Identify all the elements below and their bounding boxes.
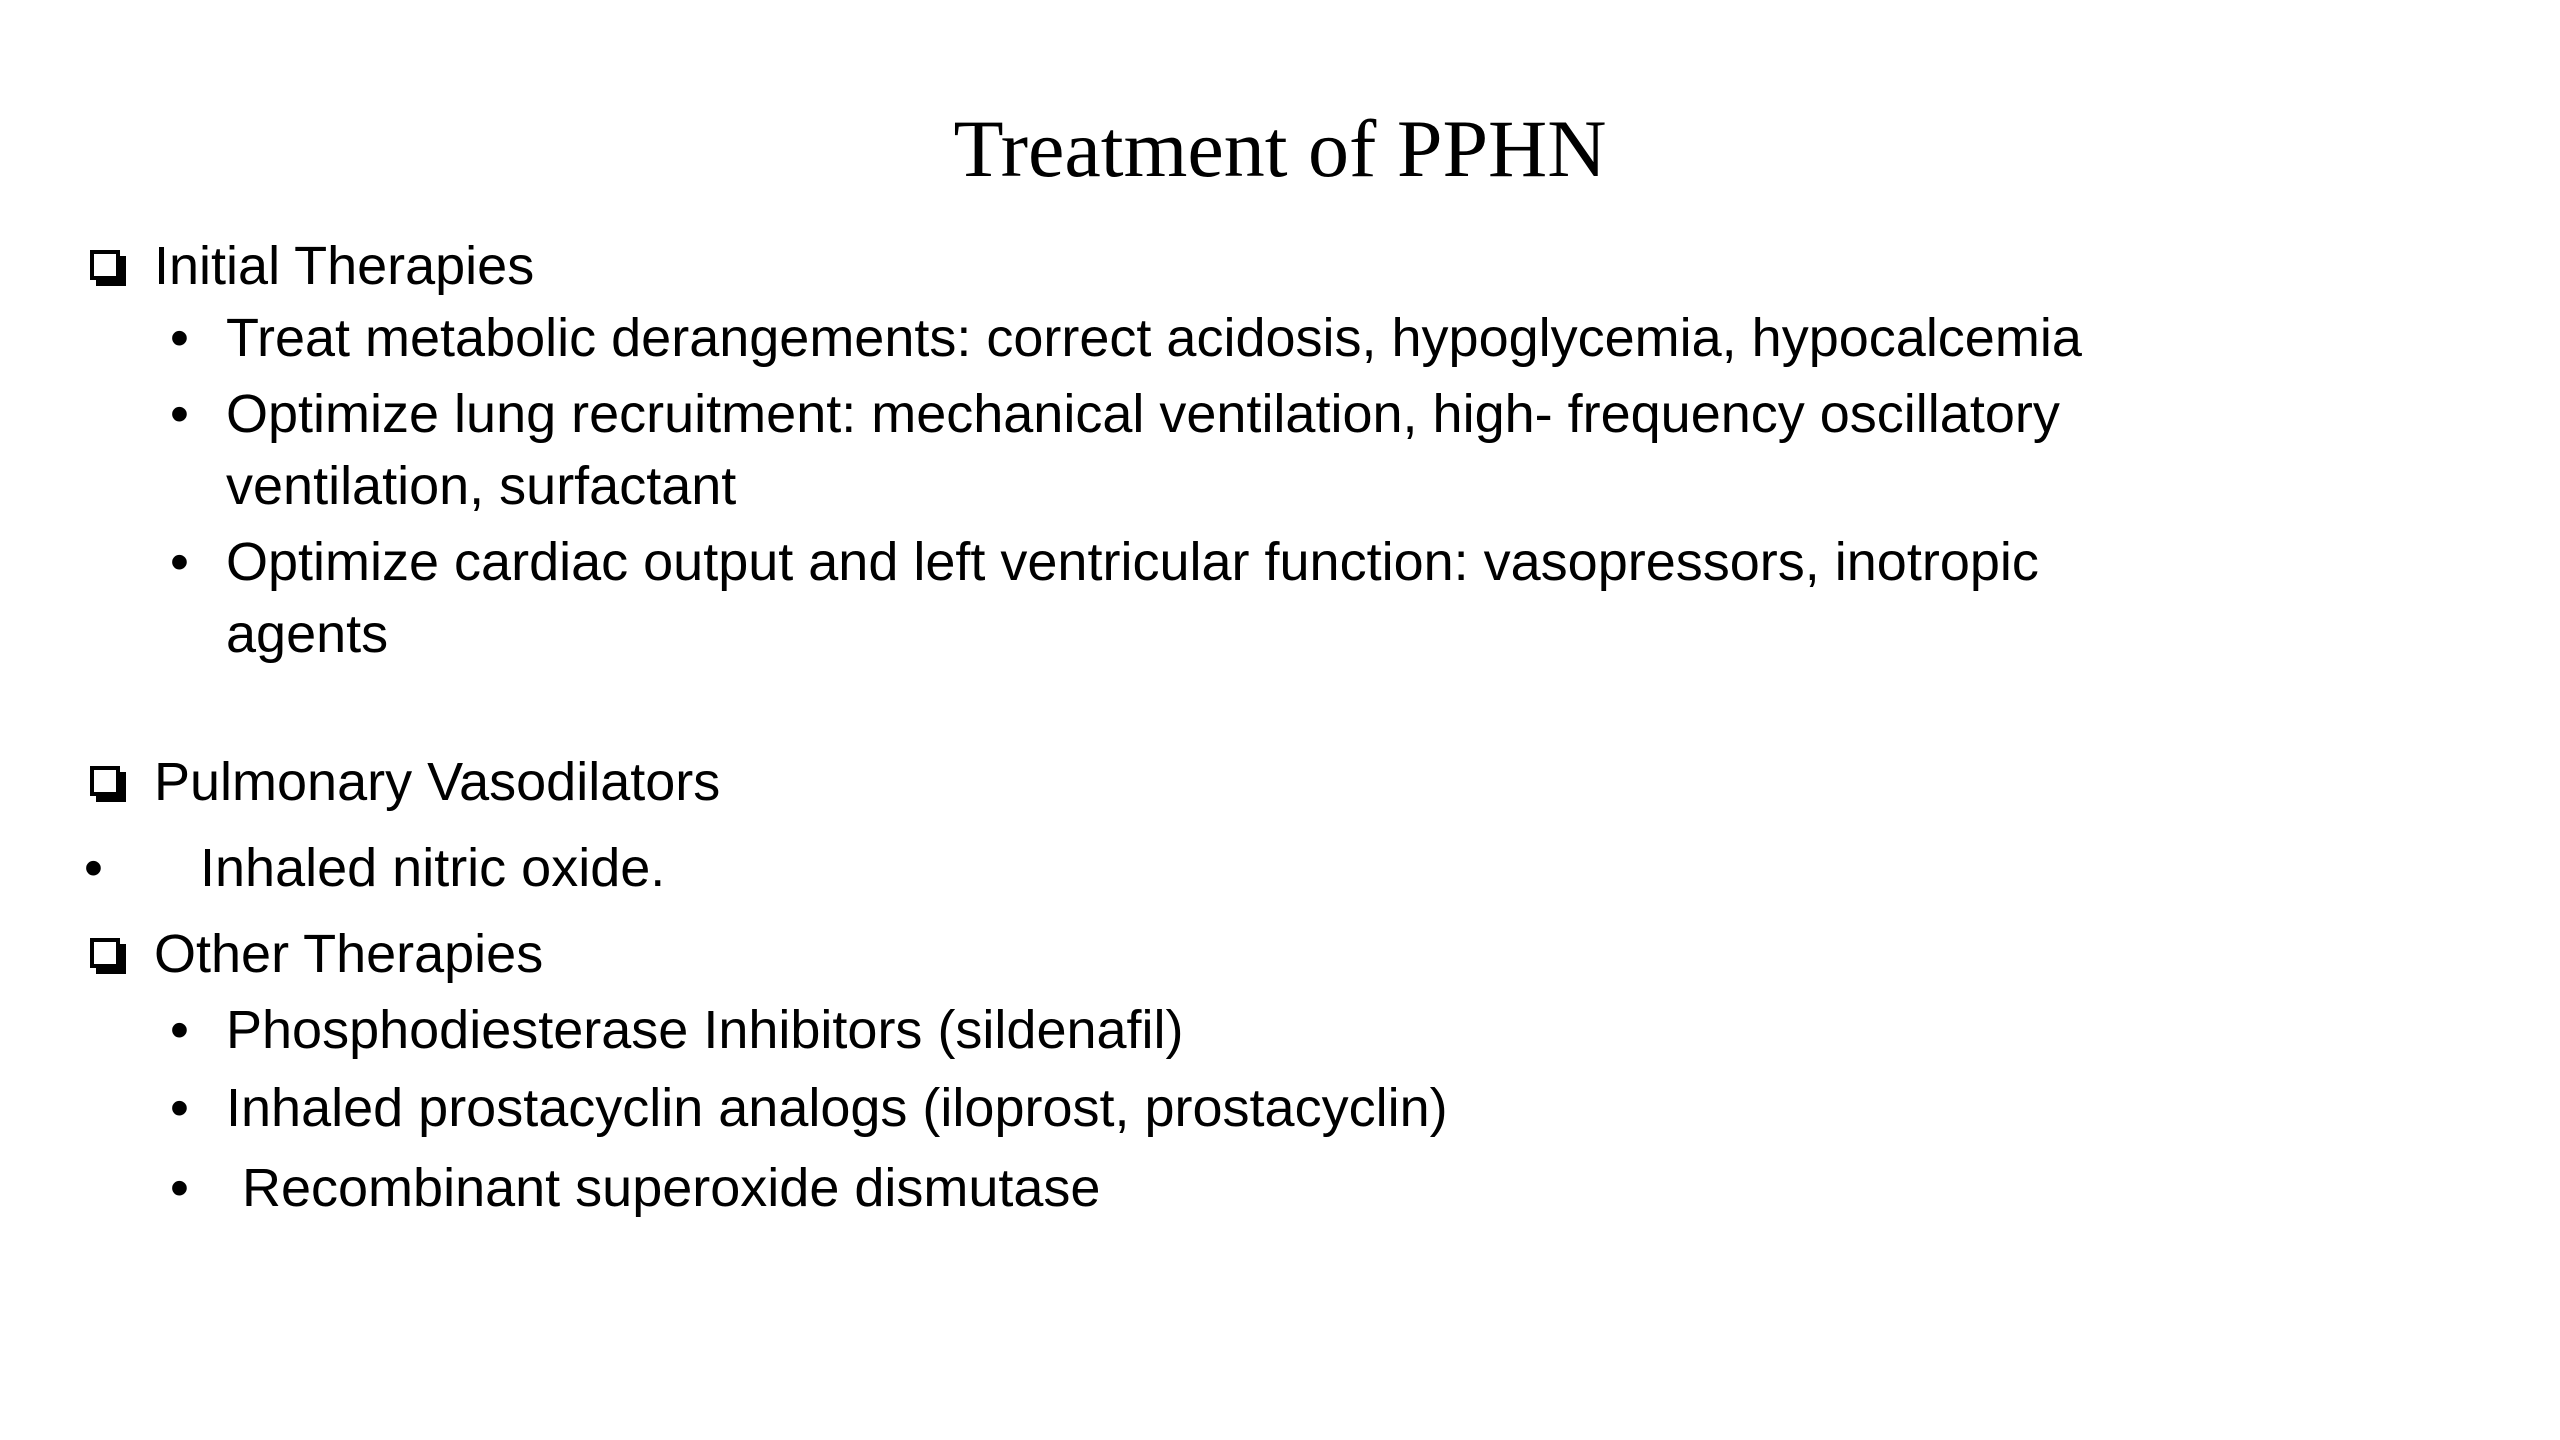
section-heading-label: Other Therapies	[154, 924, 544, 984]
section-heading-other-therapies	[82, 918, 2502, 990]
list-item-text: Inhaled prostacyclin analogs (iloprost, prostacyclin)	[226, 1078, 1448, 1138]
list-item-text: Optimize cardiac output and left ventricular function: vasopressors, inotropic agents	[226, 532, 2039, 664]
checkbox-square-icon	[90, 938, 120, 968]
list-item	[164, 1152, 2502, 1224]
list-item	[82, 832, 2502, 904]
list-item	[164, 994, 2502, 1066]
bullet-icon: •	[170, 1000, 189, 1060]
list-item	[164, 526, 2126, 670]
slide-title: Treatment of PPHN	[953, 103, 1607, 194]
section-heading-label: Initial Therapies	[154, 236, 535, 296]
list-item-text: Optimize lung recruitment: mechanical ventilation, high- frequency oscillatory ventilation, surfactant	[226, 384, 2060, 516]
section-heading-pulmonary-vasodilators	[82, 746, 2502, 818]
initial-therapies-list	[82, 302, 2502, 670]
bullet-icon: •	[170, 1158, 189, 1218]
list-item-text: Inhaled nitric oxide.	[200, 838, 666, 898]
bullet-icon: •	[170, 1078, 189, 1138]
list-item	[164, 302, 2502, 374]
list-item-text: Treat metabolic derangements: correct acidosis, hypoglycemia, hypocalcemia	[226, 308, 2082, 368]
bullet-icon: •	[84, 838, 103, 898]
section-heading-initial-therapies	[82, 230, 2502, 302]
checkbox-square-icon	[90, 766, 120, 796]
list-item-text: Phosphodiesterase Inhibitors (sildenafil)	[226, 1000, 1184, 1060]
bullet-icon: •	[170, 532, 189, 592]
checkbox-square-icon	[90, 250, 120, 280]
bullet-icon: •	[170, 308, 189, 368]
slide-body	[82, 230, 2502, 1224]
other-therapies-list	[82, 994, 2502, 1224]
list-item	[164, 378, 2126, 522]
section-heading-label: Pulmonary Vasodilators	[154, 752, 721, 812]
list-item-text: Recombinant superoxide dismutase	[242, 1158, 1101, 1218]
bullet-icon: •	[170, 384, 189, 444]
list-item	[164, 1072, 2502, 1144]
